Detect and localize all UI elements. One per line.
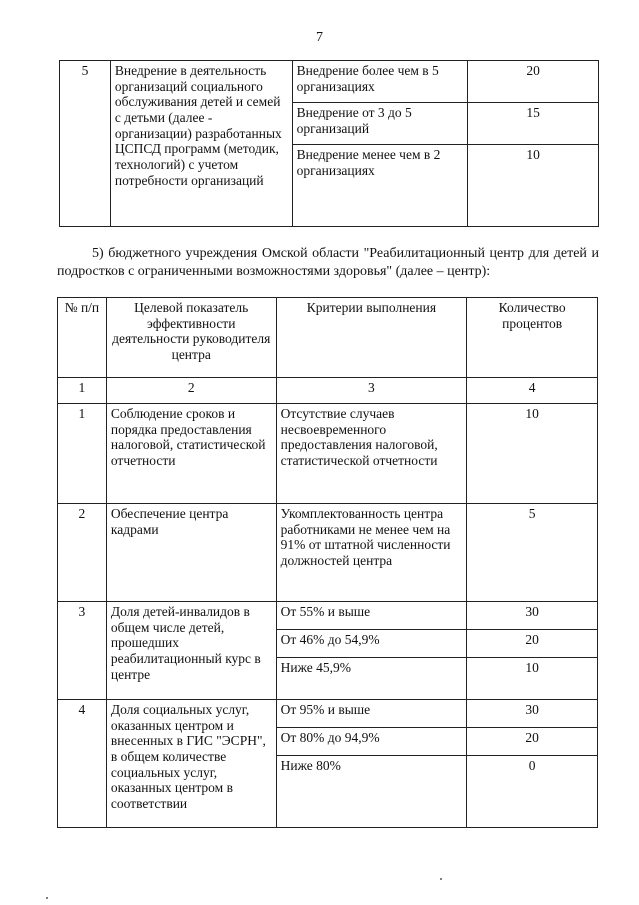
index-cell: 3 <box>276 378 467 404</box>
criterion-cell: От 95% и выше <box>276 700 467 728</box>
indicator-cell: Внедрение в деятельность организаций социального обслуживания детей и семей с детьми (далее - организации) разработанных ЦСПСД программ (методик, технологий) с учетом потребности организаций <box>110 61 292 227</box>
page-number: 7 <box>316 30 323 45</box>
percent-cell: 30 <box>467 700 598 728</box>
header-indicator: Целевой показатель эффективности деятельности руководителя центра <box>106 298 276 378</box>
index-row <box>58 378 598 404</box>
criterion-cell: Внедрение более чем в 5 организациях <box>292 61 468 103</box>
header-criteria: Критерии выполнения <box>276 298 467 378</box>
indicator-cell: Доля детей-инвалидов в общем числе детей, прошедших реабилитационный курс в центре <box>106 602 276 700</box>
criterion-cell: Укомплектованность центра работниками не менее чем на 91% от штатной численности должностей центра <box>276 504 467 602</box>
indicator-cell: Обеспечение центра кадрами <box>106 504 276 602</box>
criterion-cell: От 55% и выше <box>276 602 467 630</box>
criteria-table <box>57 297 598 828</box>
row-number: 4 <box>58 700 107 828</box>
indicator-cell: Соблюдение сроков и порядка предоставления налоговой, статистической отчетности <box>106 404 276 504</box>
percent-cell: 0 <box>467 756 598 828</box>
criterion-cell: Ниже 80% <box>276 756 467 828</box>
row-number: 2 <box>58 504 107 602</box>
percent-cell: 20 <box>468 61 599 103</box>
header-num: № п/п <box>58 298 107 378</box>
percent-cell: 20 <box>467 630 598 658</box>
percent-cell: 20 <box>467 728 598 756</box>
percent-cell: 10 <box>468 145 599 227</box>
criteria-table-continued <box>59 60 599 227</box>
table-row <box>58 404 598 504</box>
percent-cell: 30 <box>467 602 598 630</box>
scan-speck <box>46 897 48 899</box>
index-cell: 1 <box>58 378 107 404</box>
criterion-cell: Ниже 45,9% <box>276 658 467 700</box>
percent-cell: 15 <box>468 103 599 145</box>
row-number: 5 <box>60 61 111 227</box>
index-cell: 4 <box>467 378 598 404</box>
percent-cell: 10 <box>467 404 598 504</box>
criterion-cell: Внедрение от 3 до 5 организаций <box>292 103 468 145</box>
index-cell: 2 <box>106 378 276 404</box>
section-paragraph: 5) бюджетного учреждения Омской области "Реабилитационный центр для детей и подростков с ограниченными возможностями здоровья" (далее – центр): <box>57 246 599 280</box>
row-number: 3 <box>58 602 107 700</box>
indicator-cell: Доля социальных услуг, оказанных центром и внесенных в ГИС "ЭСРН", в общем количестве социальных услуг, оказанных центром в соответствии <box>106 700 276 828</box>
scan-speck <box>440 878 442 880</box>
percent-cell: 10 <box>467 658 598 700</box>
row-number: 1 <box>58 404 107 504</box>
table-row <box>60 61 599 103</box>
header-row <box>58 298 598 378</box>
criterion-cell: От 46% до 54,9% <box>276 630 467 658</box>
criterion-cell: Отсутствие случаев несвоевременного предоставления налоговой, статистической отчетности <box>276 404 467 504</box>
table-row <box>58 504 598 602</box>
percent-cell: 5 <box>467 504 598 602</box>
criterion-cell: От 80% до 94,9% <box>276 728 467 756</box>
table-row <box>58 602 598 630</box>
criterion-cell: Внедрение менее чем в 2 организациях <box>292 145 468 227</box>
header-percent: Количество процентов <box>467 298 598 378</box>
table-row <box>58 700 598 728</box>
